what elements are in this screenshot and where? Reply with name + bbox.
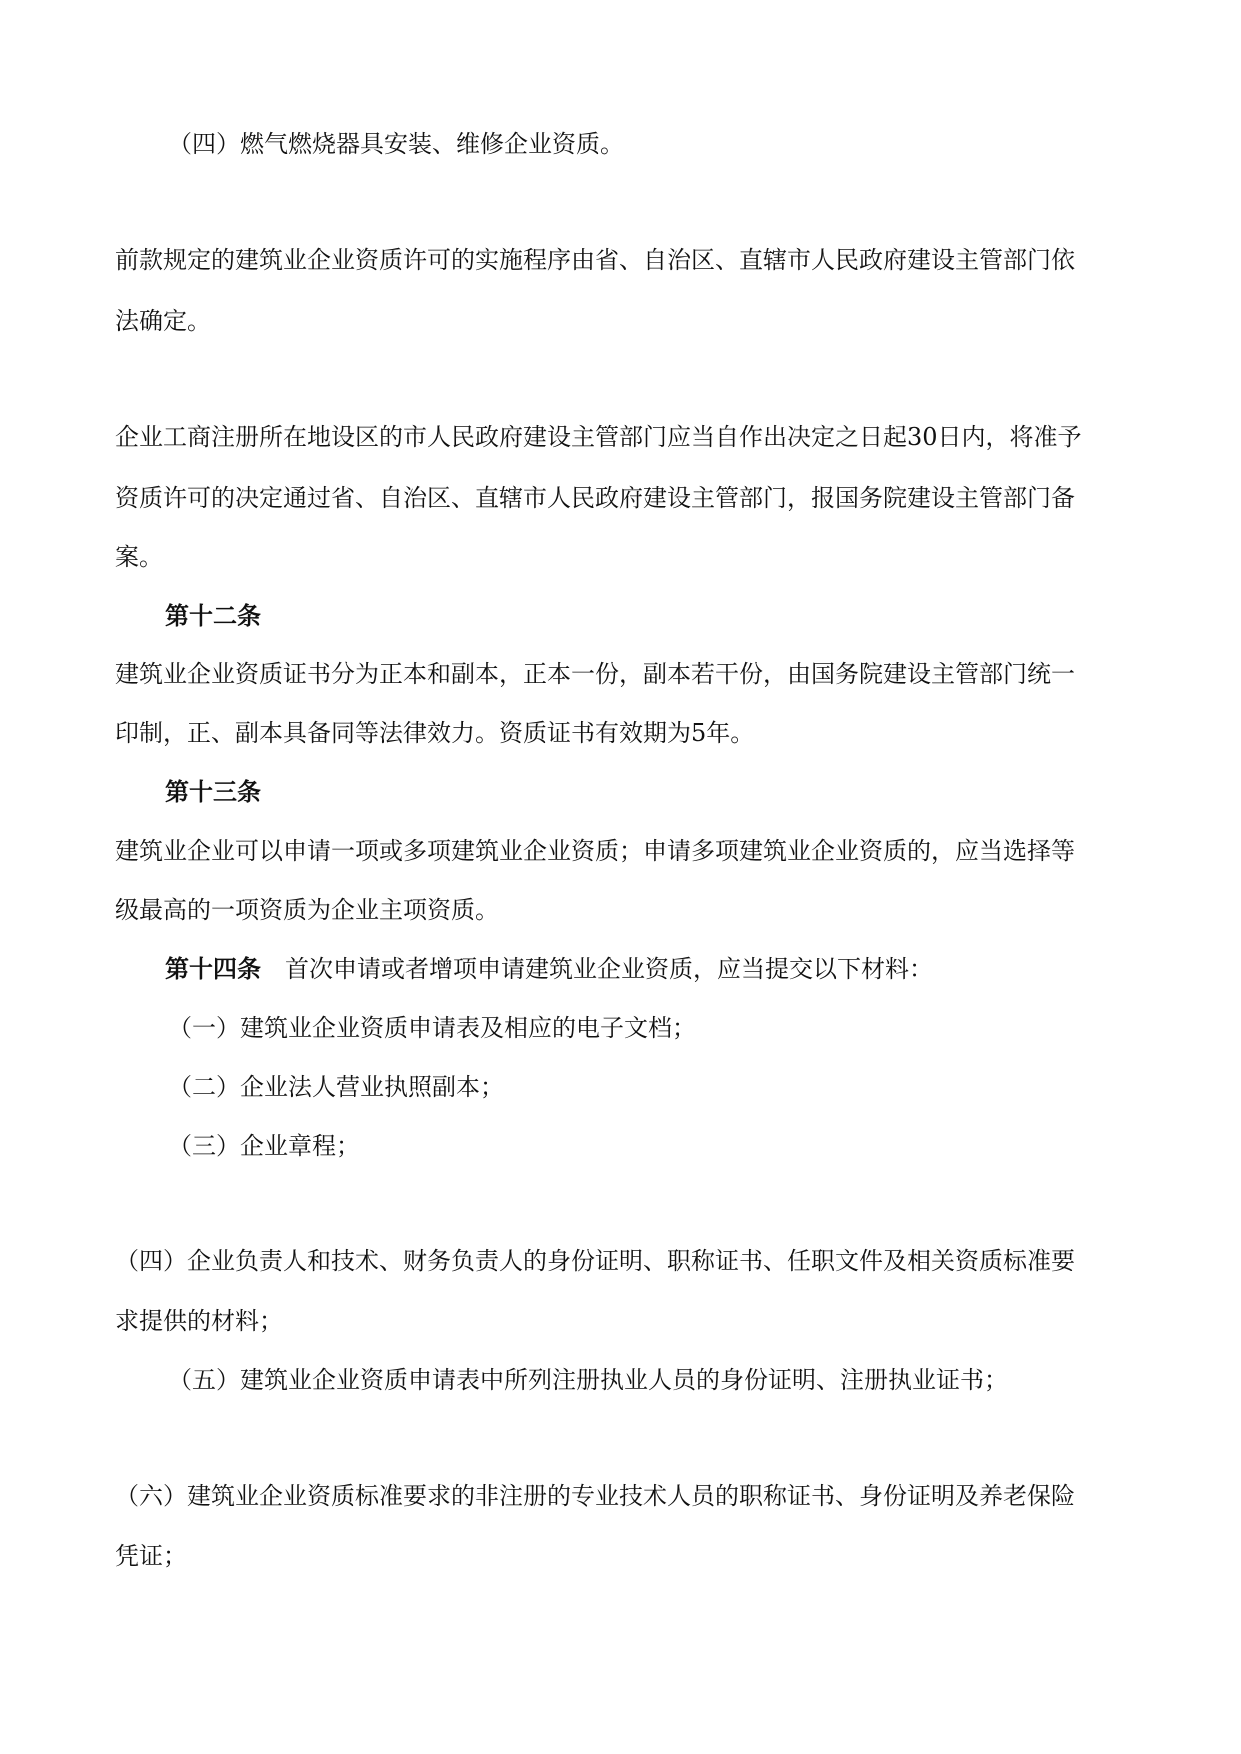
- article-12-text-cont: 印制，正、副本具备同等法律效力。资质证书有效期为5年。: [115, 719, 755, 747]
- paragraph-filing-end: 案。: [115, 543, 163, 571]
- paragraph-filing: 企业工商注册所在地设区的市人民政府建设主管部门应当自作出决定之日起30日内，将准予: [115, 423, 1082, 451]
- item-6-technical-staff-cont: 凭证；: [115, 1542, 187, 1570]
- item-1-application-form: （一）建筑业企业资质申请表及相应的电子文档；: [168, 1014, 696, 1042]
- paragraph-procedure-cont: 法确定。: [115, 307, 211, 335]
- paragraph-filing-cont: 资质许可的决定通过省、自治区、直辖市人民政府建设主管部门，报国务院建设主管部门备: [115, 484, 1075, 512]
- item-4-responsible-persons-cont: 求提供的材料；: [115, 1307, 283, 1335]
- item-6-technical-staff: （六）建筑业企业资质标准要求的非注册的专业技术人员的职称证书、身份证明及养老保险: [115, 1482, 1075, 1510]
- article-13-text-cont: 级最高的一项资质为企业主项资质。: [115, 896, 499, 924]
- article-14-heading: 第十四条: [165, 954, 261, 983]
- article-13-heading: 第十三条: [165, 777, 261, 806]
- item-4-gas-appliance: （四）燃气燃烧器具安装、维修企业资质。: [168, 130, 624, 158]
- article-14-line: [165, 953, 933, 985]
- article-14-text: 首次申请或者增项申请建筑业企业资质，应当提交以下材料：: [285, 955, 933, 983]
- item-3-articles: （三）企业章程；: [168, 1132, 360, 1160]
- article-12-text: 建筑业企业资质证书分为正本和副本，正本一份，副本若干份，由国务院建设主管部门统一: [115, 660, 1075, 688]
- item-2-business-license: （二）企业法人营业执照副本；: [168, 1073, 504, 1101]
- article-13-text: 建筑业企业可以申请一项或多项建筑业企业资质；申请多项建筑业企业资质的，应当选择等: [115, 837, 1075, 865]
- paragraph-procedure: 前款规定的建筑业企业资质许可的实施程序由省、自治区、直辖市人民政府建设主管部门依: [115, 246, 1075, 274]
- item-4-responsible-persons: （四）企业负责人和技术、财务负责人的身份证明、职称证书、任职文件及相关资质标准要: [115, 1247, 1075, 1275]
- article-12-heading: 第十二条: [165, 601, 261, 630]
- item-5-registered-personnel: （五）建筑业企业资质申请表中所列注册执业人员的身份证明、注册执业证书；: [168, 1366, 1008, 1394]
